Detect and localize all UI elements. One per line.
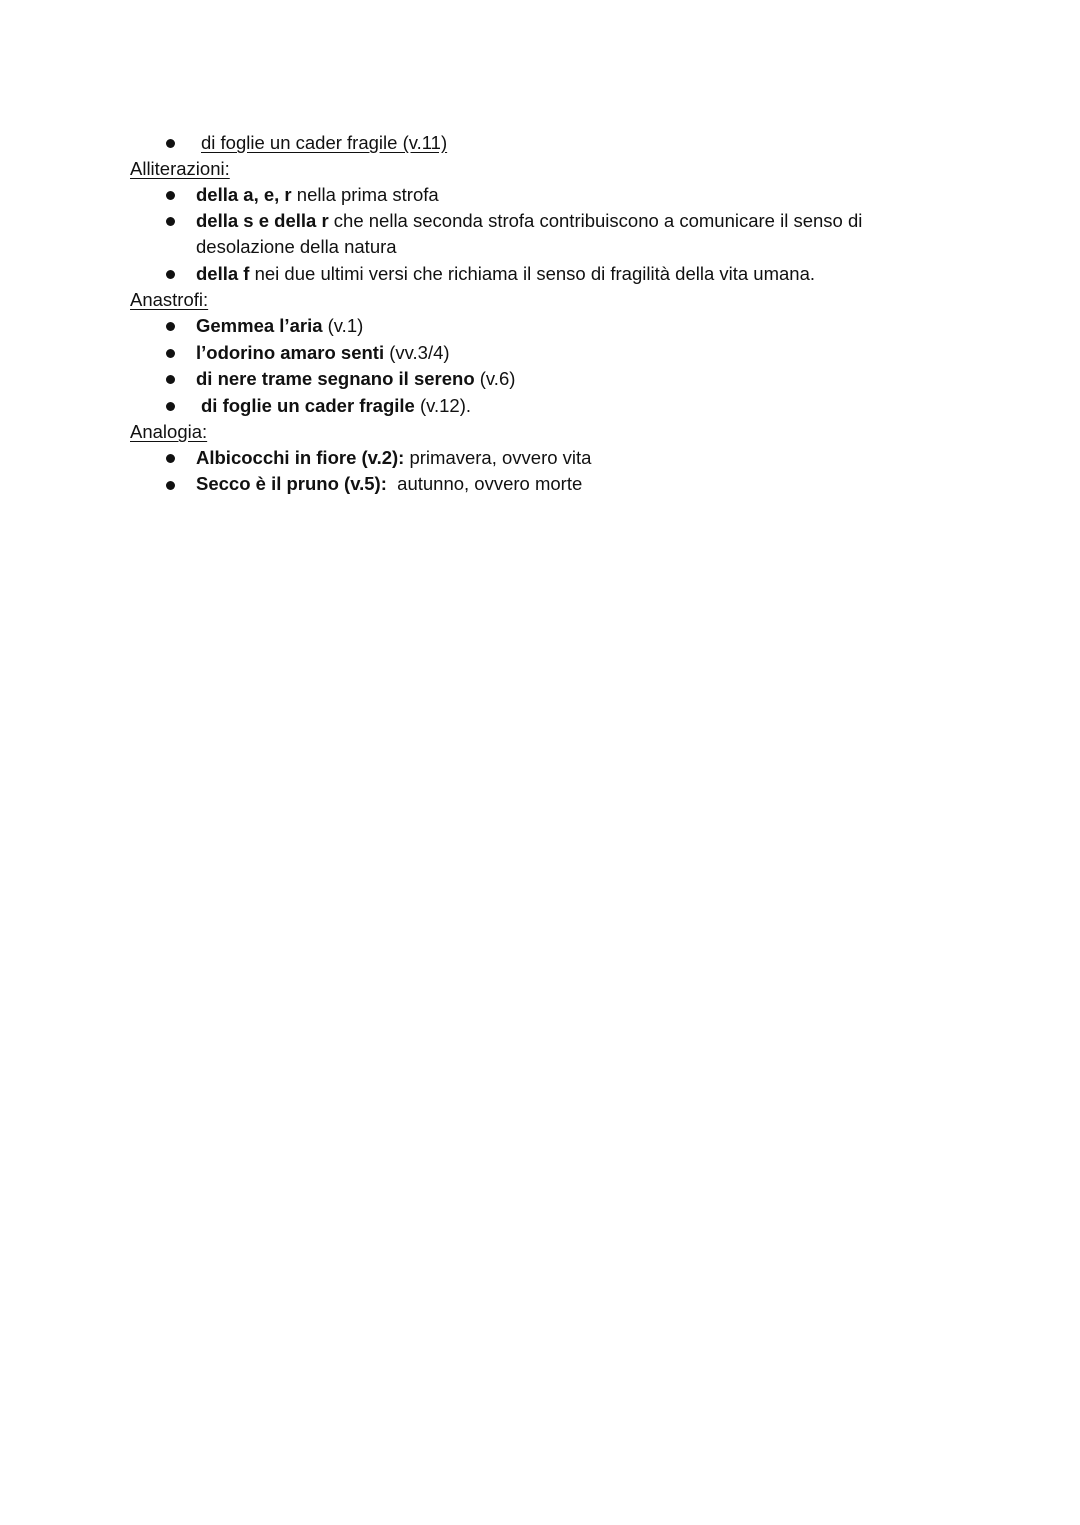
bullet-icon — [166, 139, 175, 148]
bullet-icon — [166, 191, 175, 200]
list-item — [196, 340, 450, 366]
bullet-icon — [166, 402, 175, 411]
list-item-text: autunno, ovvero morte — [386, 473, 583, 494]
section-heading-anastrofi: Anastrofi: — [130, 289, 209, 310]
list-item — [196, 366, 515, 392]
list-item-text: (v.1) — [322, 315, 364, 336]
bullet-icon — [166, 349, 175, 358]
list-item-term: Albicocchi in fiore (v.2): — [196, 447, 405, 468]
section-heading-analogia: Analogia: — [130, 421, 208, 442]
list-item-text: (v.6) — [474, 368, 516, 389]
list-item-term: di nere trame segnano il sereno — [196, 368, 475, 389]
section-heading-alliterazioni: Alliterazioni: — [130, 158, 230, 179]
list-item-text: nei due ultimi versi che richiama il senso di fragilità della vita umana. — [249, 263, 816, 284]
list-item-term: Secco è il pruno (v.5): — [196, 473, 387, 494]
bullet-icon — [166, 270, 175, 279]
list-item-term: di foglie un cader fragile — [201, 395, 415, 416]
list-item-text: che nella seconda strofa contribuiscono a comunicare il senso di — [328, 210, 863, 231]
list-item-term: Gemmea l’aria — [196, 315, 323, 336]
bullet-icon — [166, 481, 175, 490]
list-item-term: della s e della r — [196, 210, 329, 231]
list-item — [196, 313, 363, 339]
list-item — [196, 182, 439, 208]
list-item-text: primavera, ovvero vita — [404, 447, 592, 468]
list-item-term: l’odorino amaro senti — [196, 342, 385, 363]
list-item — [196, 208, 862, 234]
list-item-term: della f — [196, 263, 250, 284]
bullet-icon — [166, 217, 175, 226]
list-item: di foglie un cader fragile (v.11) — [201, 132, 448, 153]
bullet-icon — [166, 454, 175, 463]
list-item — [196, 445, 591, 471]
list-item-text: nella prima strofa — [291, 184, 439, 205]
list-item — [201, 393, 471, 419]
bullet-icon — [166, 322, 175, 331]
list-item — [196, 471, 582, 497]
list-item-continuation: desolazione della natura — [196, 236, 397, 257]
list-item-term: della a, e, r — [196, 184, 292, 205]
bullet-icon — [166, 375, 175, 384]
list-item-text: (vv.3/4) — [384, 342, 450, 363]
list-item-text: (v.12). — [414, 395, 472, 416]
list-item — [196, 261, 815, 287]
